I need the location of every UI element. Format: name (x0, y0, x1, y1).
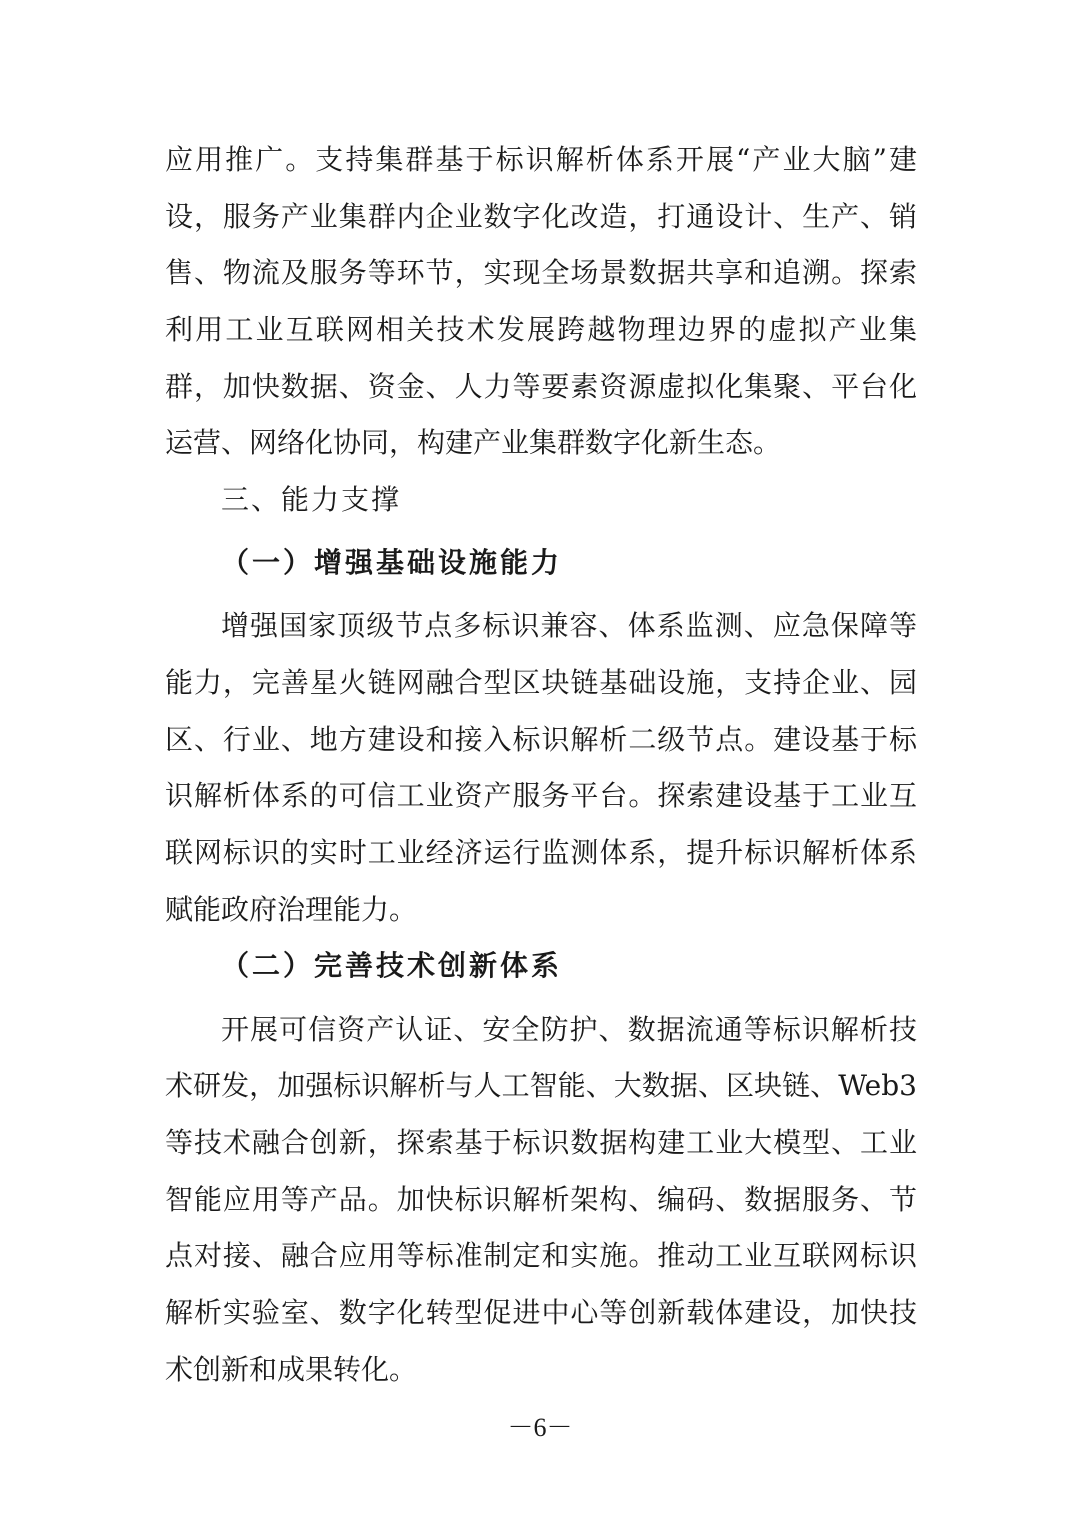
paragraph-line: 联网标识的实时工业经济运行监测体系，提升标识解析体系 (165, 836, 917, 869)
paragraph-line: 智能应用等产品。加快标识解析架构、编码、数据服务、节 (165, 1183, 917, 1216)
paragraph-line: 运营、网络化协同，构建产业集群数字化新生态。 (165, 426, 782, 459)
paragraph-line: 能力，完善星火链网融合型区块链基础设施，支持企业、园 (165, 666, 917, 699)
paragraph-line: 利用工业互联网相关技术发展跨越物理边界的虚拟产业集 (165, 313, 917, 346)
paragraph-line: 术创新和成果转化。 (165, 1353, 418, 1386)
paragraph-line: 群，加快数据、资金、人力等要素资源虚拟化集聚、平台化 (165, 370, 917, 403)
paragraph-line: 应用推广。支持集群基于标识解析体系开展“产业大脑”建 (165, 143, 917, 176)
paragraph-line: 售、物流及服务等环节，实现全场景数据共享和追溯。探索 (165, 256, 917, 289)
paragraph-line: 点对接、融合应用等标准制定和实施。推动工业互联网标识 (165, 1239, 917, 1272)
paragraph-line: 等技术融合创新，探索基于标识数据构建工业大模型、工业 (165, 1126, 917, 1159)
paragraph-line: 开展可信资产认证、安全防护、数据流通等标识解析技 (221, 1013, 917, 1046)
page-number: －6－ (507, 1413, 573, 1442)
subsection-title: （二）完善技术创新体系 (221, 949, 563, 982)
paragraph-line: 设，服务产业集群内企业数字化改造，打通设计、生产、销 (165, 200, 917, 233)
paragraph-line: 赋能政府治理能力。 (165, 893, 418, 926)
paragraph-line: 识解析体系的可信工业资产服务平台。探索建设基于工业互 (165, 779, 917, 812)
section-heading: 三、能力支撑 (221, 483, 402, 516)
subsection-title: （一）增强基础设施能力 (221, 546, 563, 579)
paragraph-line: 解析实验室、数字化转型促进中心等创新载体建设，加快技 (165, 1296, 917, 1329)
paragraph-line: 区、行业、地方建设和接入标识解析二级节点。建设基于标 (165, 723, 917, 756)
paragraph-line: 术研发，加强标识解析与人工智能、大数据、区块链、Web3 (165, 1069, 917, 1102)
paragraph-line: 增强国家顶级节点多标识兼容、体系监测、应急保障等 (221, 609, 917, 642)
